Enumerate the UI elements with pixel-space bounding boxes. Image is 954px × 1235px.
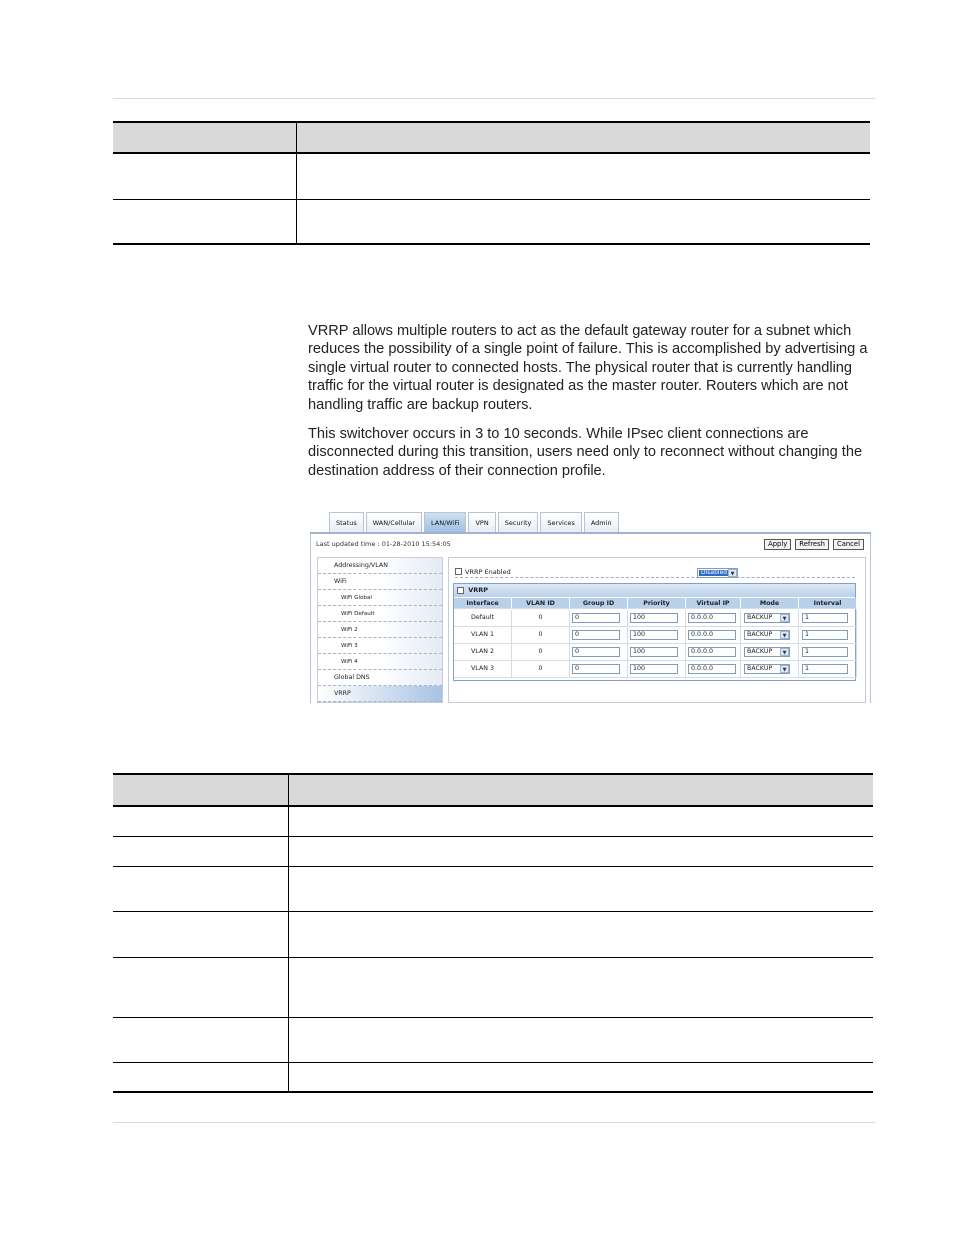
interval-input[interactable]: 1 [802, 664, 848, 674]
interval-input[interactable]: 1 [802, 630, 848, 640]
virtual-ip-input[interactable]: 0.0.0.0 [688, 613, 736, 623]
cell-mode [741, 661, 799, 678]
table-cell [288, 911, 873, 957]
mode-value: BACKUP [747, 614, 773, 621]
priority-input[interactable]: 100 [630, 664, 678, 674]
cell-vlan-id: 0 [512, 661, 570, 678]
vrrp-section-label: VRRP [468, 586, 489, 594]
action-buttons [764, 539, 864, 550]
col-vlan-id: VLAN ID [512, 598, 570, 609]
tab-vpn[interactable]: VPN [468, 512, 495, 532]
vrrp-enabled-checkbox[interactable] [455, 568, 462, 575]
vrrp-table-box [453, 583, 856, 681]
col-interval: Interval [799, 598, 857, 609]
interval-input[interactable]: 1 [802, 613, 848, 623]
tab-lan-wifi[interactable]: LAN/WiFi [424, 512, 466, 532]
table-cell [113, 866, 288, 911]
cell-virtual-ip [686, 661, 741, 678]
col-virtual-ip: Virtual IP [686, 598, 741, 609]
cell-mode [741, 627, 799, 644]
vrrp-section-header [454, 584, 855, 597]
tab-security[interactable]: Security [498, 512, 539, 532]
cancel-button[interactable]: Cancel [833, 539, 864, 550]
last-updated-text: Last updated time : 01-28-2010 15:54:05 [316, 540, 451, 548]
footer-rule [113, 1122, 875, 1123]
tab-status[interactable]: Status [329, 512, 364, 532]
tab-services[interactable]: Services [540, 512, 581, 532]
vrrp-section-checkbox[interactable] [457, 587, 464, 594]
table-cell [288, 866, 873, 911]
cell-group-id [570, 661, 628, 678]
table-cell [296, 153, 870, 199]
cell-mode [741, 644, 799, 661]
cell-vlan-id: 0 [512, 627, 570, 644]
priority-input[interactable]: 100 [630, 630, 678, 640]
intro-paragraph: VRRP allows multiple routers to act as the default gateway router for a subnet which reduces the possibility of a single point of failure. This is accomplished by advertising a single virtual router to connected hosts. The physical router that is currently handling traffic for the virtual router is designated as the master router. Routers which are not handling traffic are backup routers. [308, 323, 868, 413]
col-mode: Mode [741, 598, 799, 609]
mode-value: BACKUP [747, 648, 773, 655]
tab-admin[interactable]: Admin [584, 512, 619, 532]
cell-interval [799, 627, 857, 644]
cell-group-id [570, 644, 628, 661]
table-cell [113, 836, 288, 866]
table-cell [113, 911, 288, 957]
virtual-ip-input[interactable]: 0.0.0.0 [688, 647, 736, 657]
table-cell [113, 806, 288, 836]
switchover-paragraph: This switchover occurs in 3 to 10 seconds. While IPsec client connections are disconnected during this transition, users need only to reconnect without changing the destination address of their connection profile. [308, 426, 863, 479]
table-cell [288, 1062, 873, 1092]
group-id-input[interactable]: 0 [572, 630, 620, 640]
cell-priority [628, 627, 686, 644]
cell-mode [741, 610, 799, 627]
table-cell [113, 1017, 288, 1062]
upper-parameter-table [113, 121, 870, 245]
table-cell [113, 199, 296, 244]
cell-virtual-ip [686, 610, 741, 627]
header-cell [296, 122, 870, 153]
cell-interface: VLAN 3 [454, 661, 512, 678]
cell-interval [799, 644, 857, 661]
cell-interval [799, 610, 857, 627]
vrrp-enabled-row [455, 566, 855, 578]
table-cell [288, 1017, 873, 1062]
cell-vlan-id: 0 [512, 644, 570, 661]
nav-item-global-dns[interactable]: Global DNS [318, 670, 442, 686]
apply-button[interactable]: Apply [764, 539, 791, 550]
mode-select[interactable] [744, 630, 790, 640]
cell-interface: VLAN 2 [454, 644, 512, 661]
nav-item-wifi-default[interactable]: WiFi Default [318, 606, 442, 622]
vrrp-enabled-value: Disabled [701, 569, 728, 576]
group-id-input[interactable]: 0 [572, 664, 620, 674]
cell-interface: Default [454, 610, 512, 627]
chevron-down-icon: ▼ [780, 614, 789, 622]
nav-item-wifi-global[interactable]: WiFi Global [318, 590, 442, 606]
cell-priority [628, 644, 686, 661]
header-rule [113, 98, 875, 99]
nav-item-vrrp[interactable]: VRRP [318, 686, 442, 702]
col-interface: Interface [454, 598, 512, 609]
cell-virtual-ip [686, 627, 741, 644]
virtual-ip-input[interactable]: 0.0.0.0 [688, 630, 736, 640]
mode-select[interactable] [744, 613, 790, 623]
vrrp-enabled-label: VRRP Enabled [465, 568, 511, 576]
header-cell [113, 774, 288, 806]
header-cell [113, 122, 296, 153]
vrrp-parameter-table [113, 773, 873, 1093]
refresh-button[interactable]: Refresh [795, 539, 829, 550]
cell-group-id [570, 627, 628, 644]
nav-item-wifi[interactable]: WiFi [318, 574, 442, 590]
vrrp-enabled-select[interactable] [697, 568, 738, 578]
cell-virtual-ip [686, 644, 741, 661]
chevron-down-icon: ▼ [780, 631, 789, 639]
table-cell [296, 199, 870, 244]
nav-item-wifi-4[interactable]: WiFi 4 [318, 654, 442, 670]
cell-group-id [570, 610, 628, 627]
chevron-down-icon: ▼ [728, 569, 737, 577]
header-cell [288, 774, 873, 806]
col-group-id: Group ID [570, 598, 628, 609]
cell-priority [628, 610, 686, 627]
col-priority: Priority [628, 598, 686, 609]
table-cell [113, 1062, 288, 1092]
cell-interval [799, 661, 857, 678]
interval-input[interactable]: 1 [802, 647, 848, 657]
table-cell [288, 806, 873, 836]
table-cell [113, 957, 288, 1017]
virtual-ip-input[interactable]: 0.0.0.0 [688, 664, 736, 674]
cell-priority [628, 661, 686, 678]
table-cell [288, 836, 873, 866]
group-id-input[interactable]: 0 [572, 613, 620, 623]
chevron-down-icon: ▼ [780, 665, 789, 673]
chevron-down-icon: ▼ [780, 648, 789, 656]
left-navigation [317, 557, 443, 703]
cell-interface: VLAN 1 [454, 627, 512, 644]
router-ui-screenshot [310, 509, 871, 703]
main-tabs [329, 512, 621, 532]
nav-item-addressing-vlan[interactable]: Addressing/VLAN [318, 558, 442, 574]
priority-input[interactable]: 100 [630, 613, 678, 623]
mode-value: BACKUP [747, 631, 773, 638]
nav-item-wifi-2[interactable]: WiFi 2 [318, 622, 442, 638]
vrrp-panel [448, 557, 866, 703]
table-cell [288, 957, 873, 1017]
group-id-input[interactable]: 0 [572, 647, 620, 657]
priority-input[interactable]: 100 [630, 647, 678, 657]
cell-vlan-id: 0 [512, 610, 570, 627]
nav-item-wifi-3[interactable]: WiFi 3 [318, 638, 442, 654]
mode-select[interactable] [744, 647, 790, 657]
table-cell [113, 153, 296, 199]
mode-value: BACKUP [747, 665, 773, 672]
mode-select[interactable] [744, 664, 790, 674]
tab-wan-cellular[interactable]: WAN/Cellular [366, 512, 422, 532]
